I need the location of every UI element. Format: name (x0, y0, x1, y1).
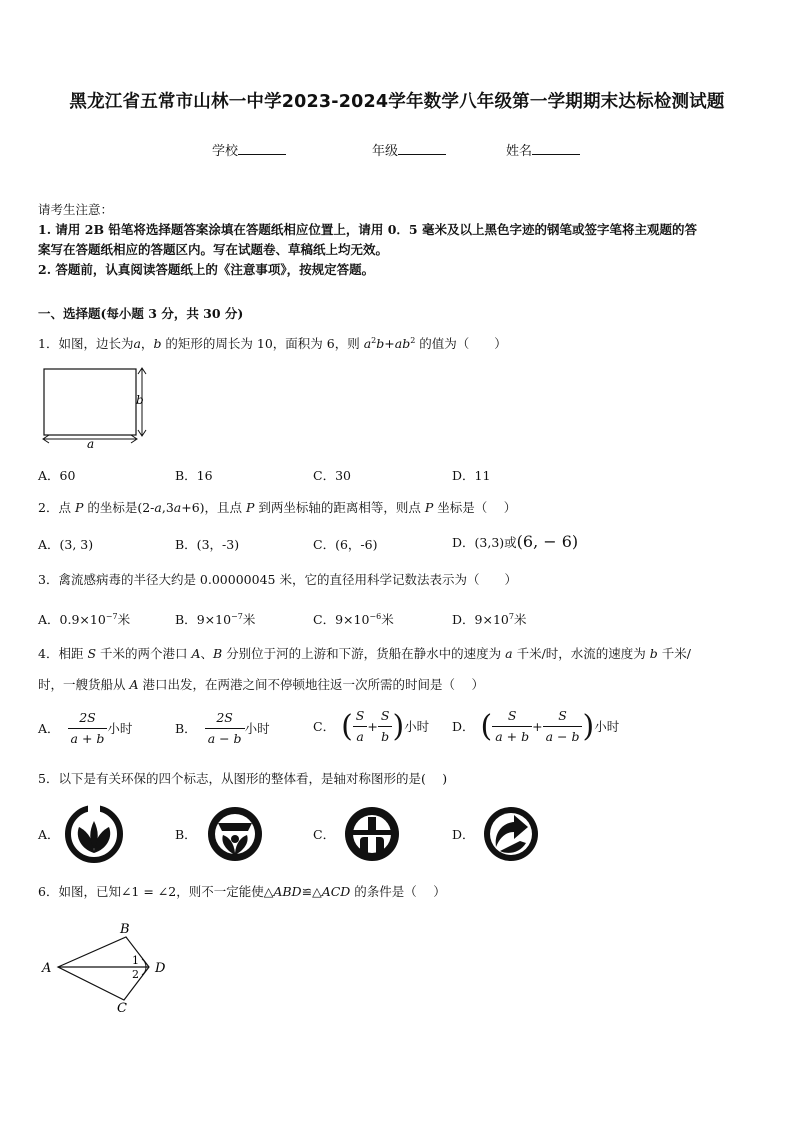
notice-heading: 请考生注意： (38, 202, 114, 217)
angle-2-label: 2 (132, 968, 139, 981)
q4-d-label: D． (452, 718, 475, 734)
q4-text-c: 千米/时，水流的速度为 (512, 646, 650, 661)
q4-a-fraction (68, 709, 108, 748)
q1-var-b: b (153, 336, 162, 352)
grade-field (372, 140, 446, 159)
q4-d-num1: S (492, 707, 532, 727)
q3-option-b[interactable] (175, 608, 255, 629)
label-b: b (136, 393, 144, 407)
q4-text-d: 千米/ (657, 646, 691, 661)
q1-exp-2: 2 (410, 336, 416, 345)
point-d-label: D (155, 961, 166, 976)
school-field (212, 140, 286, 159)
q2-var-p: P (74, 500, 84, 515)
question-3: 3．禽流感病毒的半径大约是 0.00000045 米，它的直径用科学记数法表示为（ ） (38, 572, 517, 587)
q2-var-a: a (154, 500, 162, 515)
q4-c-den2: b (381, 729, 390, 744)
q4-d-fraction-1 (492, 707, 532, 746)
q4-text-2: 时，一艘货船从 (38, 677, 130, 692)
q3-d-label: D． (452, 612, 475, 628)
q3-option-d[interactable] (452, 608, 526, 629)
q4-d-unit: 小时 (594, 718, 620, 734)
q3-option-a[interactable] (38, 608, 130, 629)
q3-c-unit: 米 (381, 612, 394, 628)
q2-option-d[interactable] (452, 533, 578, 552)
q3-a-unit: 米 (117, 612, 131, 628)
q3-a-base: 0.9×10 (59, 612, 106, 628)
q4-var-a-port: A (191, 646, 201, 661)
q4-a-den: a + b (70, 731, 105, 746)
q4-d-num2: S (543, 707, 583, 727)
q3-option-c[interactable] (313, 608, 394, 629)
q4-d-paren-left: ( (480, 708, 493, 744)
q2-text-mid3: +6)，且点 (181, 500, 247, 515)
q4-option-a[interactable] (38, 709, 132, 748)
q4-sep: 、 (200, 646, 214, 661)
q2-text-mid2: ,3 (161, 500, 174, 515)
q4-a-num: 2S (68, 709, 108, 729)
notice-item-1-line-2: 案写在答题纸相应的答题区内。写在试题卷、草稿纸上均无效。 (38, 242, 389, 257)
q4-option-b[interactable] (175, 709, 270, 748)
q4-option-c[interactable] (313, 707, 429, 746)
q1-text: 1．如图，边长为 (38, 336, 134, 352)
rectangle (44, 369, 136, 435)
gate-emblem-icon[interactable] (341, 803, 403, 865)
q4-text-2-post: 港口出发，在两港之间不停顿地往返一次所需的时间是（ ） (138, 677, 484, 692)
q3-c-exp: −6 (369, 612, 382, 621)
question-1 (38, 332, 507, 353)
q1-text-mid: 的矩形的周长为 10，面积为 6，则 (161, 336, 364, 352)
q3-c-label: C． (313, 612, 336, 628)
q1-expr-a: a (363, 336, 372, 352)
q4-d-plus: + (532, 718, 543, 734)
q2-var-p3: P (424, 500, 434, 515)
question-4-line-2 (38, 676, 484, 694)
q4-c-fraction-1 (353, 707, 368, 746)
name-label: 姓名 (506, 144, 533, 159)
q4-a-label: A． (38, 720, 60, 736)
name-blank (532, 142, 580, 155)
name-field (506, 140, 580, 159)
notice-item-1-line-1: 1. 请用 2B 铅笔将选择题答案涂填在答题纸相应位置上，请用 0．5 毫米及以上黑色字迹的钢笔或签字笔将主观题的答 (38, 222, 697, 237)
notice-item-2: 2. 答题前，认真阅读答题纸上的《注意事项》，按规定答题。 (38, 262, 375, 277)
q2-option-d-text: D．(3,3)或 (452, 535, 517, 550)
q1-option-d[interactable]: D．11 (452, 468, 491, 483)
school-blank (238, 142, 286, 155)
point-c-label: C (117, 1001, 127, 1015)
q4-c-paren-right: ) (392, 708, 405, 744)
q1-rectangle-figure (38, 362, 158, 452)
q4-c-plus: + (367, 718, 378, 734)
shield-leaf-emblem-icon[interactable] (204, 803, 266, 865)
q4-var-b: b (649, 646, 658, 661)
notice (38, 200, 768, 280)
point-b-label: B (120, 922, 130, 937)
q5-option-d-label[interactable]: D． (452, 827, 475, 842)
q4-option-d[interactable] (452, 707, 619, 746)
school-label: 学校 (212, 144, 239, 159)
q3-b-base: 9×10 (196, 612, 232, 628)
question-2 (38, 499, 516, 517)
q3-a-exp: −7 (105, 612, 118, 621)
q3-d-unit: 米 (513, 612, 527, 628)
q2-text: 2．点 (38, 500, 75, 515)
question-6 (38, 883, 446, 901)
q1-var-a: a (133, 336, 141, 352)
q4-d-den1: a + b (495, 729, 530, 744)
q2-option-d-extra: (6, − 6) (516, 532, 579, 551)
recycle-leaf-emblem-icon[interactable] (63, 803, 125, 865)
q2-var-a2: a (173, 500, 182, 515)
q1-expr-b: b+ab (376, 336, 411, 352)
q4-c-unit: 小时 (404, 718, 430, 734)
q4-a-unit: 小时 (107, 720, 133, 736)
q3-b-exp: −7 (231, 612, 243, 621)
grade-blank (398, 142, 446, 155)
q6-congruent: ≌△ (301, 884, 322, 899)
q4-c-label: C． (313, 718, 336, 734)
q1-comma: ， (140, 336, 154, 352)
angle-1-label: 1 (132, 954, 139, 967)
q4-var-b-port: B (213, 646, 223, 661)
q4-d-fraction-2 (543, 707, 583, 746)
q4-text: 4．相距 (38, 646, 88, 661)
q6-triangle-2: ACD (321, 884, 351, 899)
q4-c-num2: S (378, 707, 393, 727)
q4-var-a-port-2: A (129, 677, 139, 692)
q4-var-s: S (87, 646, 97, 661)
q4-d-paren-right: ) (582, 708, 595, 744)
page-title: 黑龙江省五常市山林一中学2023-2024学年数学八年级第一学期期末达标检测试题 (69, 92, 725, 112)
q6-text-end: 的条件是（ ） (350, 884, 446, 899)
q2-option-c[interactable]: C．(6，-6) (313, 537, 378, 552)
q4-text-a: 千米的两个港口 (96, 646, 192, 661)
q3-d-base: 9×10 (474, 612, 509, 628)
q5-option-c-label[interactable]: C． (313, 827, 336, 842)
q2-var-p2: P (246, 500, 255, 515)
label-a: a (87, 437, 95, 451)
q4-text-b: 分别位于河的上游和下游，货船在静水中的速度为 (222, 646, 506, 661)
q4-c-paren-left: ( (341, 708, 353, 744)
q2-text-end: 坐标是（ ） (433, 500, 517, 515)
section-heading: 一、选择题(每小题 3 分，共 30 分) (38, 306, 244, 321)
q4-c-num1: S (353, 707, 368, 727)
q4-c-den1: a (356, 729, 364, 744)
q4-b-fraction (205, 709, 245, 748)
q4-var-a: a (505, 646, 513, 661)
grade-label: 年级 (372, 144, 399, 159)
point-a-label: A (42, 961, 52, 976)
q4-b-label: B． (175, 720, 197, 736)
q2-text-mid4: 到两坐标轴的距离相等，则点 (254, 500, 425, 515)
q4-b-num: 2S (205, 709, 245, 729)
q2-text-mid: 的坐标是(2- (83, 500, 155, 515)
q4-b-den: a − b (207, 731, 242, 746)
recycling-arrow-emblem-icon[interactable] (480, 803, 542, 865)
q3-d-exp: 7 (508, 612, 514, 621)
question-5: 5．以下是有关环保的四个标志，从图形的整体看，是轴对称图形的是( ) (38, 771, 448, 786)
q2-option-b[interactable]: B．(3，-3) (175, 537, 240, 552)
q2-option-a[interactable]: A．(3, 3) (38, 537, 94, 552)
q1-exp: 2 (371, 336, 377, 345)
q6-text: 6．如图，已知∠1 = ∠2，则不一定能使△ (38, 884, 274, 899)
q1-option-b[interactable]: B．16 (175, 468, 213, 483)
q6-kite-figure (38, 915, 178, 1015)
q5-option-a-label[interactable]: A． (38, 827, 60, 842)
q6-triangle-1: ABD (273, 884, 302, 899)
q3-a-label: A． (38, 612, 60, 628)
question-4-line-1 (38, 645, 691, 663)
q5-option-b-label[interactable]: B． (175, 827, 197, 842)
q1-option-c[interactable]: C．30 (313, 468, 351, 483)
q4-d-den2: a − b (545, 729, 580, 744)
q3-b-unit: 米 (242, 612, 256, 628)
q4-b-unit: 小时 (244, 720, 270, 736)
q1-option-a[interactable]: A．60 (38, 468, 76, 483)
q4-c-fraction-2 (378, 707, 393, 746)
q3-c-base: 9×10 (335, 612, 370, 628)
q1-suffix: 的值为（ ） (415, 336, 507, 352)
q3-b-label: B． (175, 612, 197, 628)
